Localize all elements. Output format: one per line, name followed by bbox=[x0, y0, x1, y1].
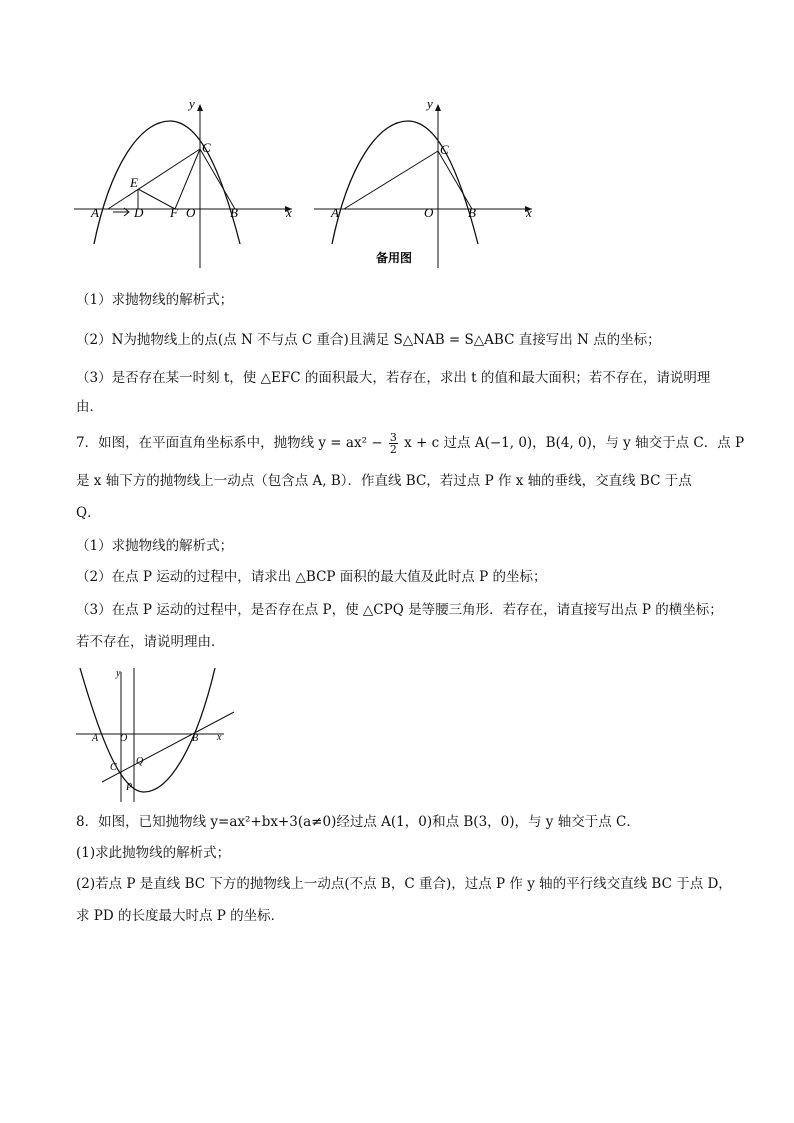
q8-stem: 8．如图，已知抛物线 y=ax²+bx+3(a≠0)经过点 A(1，0)和点 B(3，0)，与 y 轴交于点 C． bbox=[76, 814, 640, 830]
label-C: C bbox=[440, 142, 449, 157]
label-O: O bbox=[424, 205, 434, 220]
q7-part3: （3）在点 P 运动的过程中，是否存在点 P，使 △CPQ 是等腰三角形．若存在，请直接写出点 P 的横坐标； bbox=[76, 602, 723, 618]
parabola-curve bbox=[94, 121, 240, 244]
label-A: A bbox=[92, 733, 99, 744]
label-y: y bbox=[189, 96, 195, 111]
fraction-numerator: 3 bbox=[389, 431, 397, 444]
label-Q: Q bbox=[136, 756, 144, 767]
segment-AC bbox=[344, 151, 438, 209]
label-E: E bbox=[130, 175, 138, 190]
q6-part3: （3）是否存在某一时刻 t，使 △EFC 的面积最大，若存在，求出 t 的值和最大面积；若不存在，请说明理 bbox=[76, 370, 711, 386]
segment-AC bbox=[108, 149, 200, 209]
label-A: A bbox=[331, 205, 339, 220]
segment-CB bbox=[438, 151, 472, 209]
label-B: B bbox=[192, 733, 199, 744]
label-x: x bbox=[217, 732, 222, 743]
q7-part2: （2）在点 P 运动的过程中，请求出 △BCP 面积的最大值及此时点 P 的坐标； bbox=[76, 569, 547, 585]
fraction-denominator: 2 bbox=[389, 443, 397, 456]
segment-CB bbox=[200, 149, 235, 209]
q7-stem bbox=[76, 432, 744, 455]
q7-part3-cont: 若不存在，请说明理由． bbox=[76, 634, 225, 650]
label-x: x bbox=[286, 205, 292, 220]
q6-part1: （1）求抛物线的解析式； bbox=[76, 292, 234, 308]
line-BC bbox=[102, 712, 234, 782]
q8-part1: (1)求此抛物线的解析式； bbox=[76, 845, 231, 861]
figure-caption: 备用图 bbox=[376, 251, 413, 265]
q8-part2: (2)若点 P 是直线 BC 下方的抛物线上一动点(不点 B，C 重合)，过点 P 作 y 轴的平行线交直线 BC 于点 D， bbox=[76, 876, 732, 892]
label-x: x bbox=[526, 205, 532, 220]
label-O: O bbox=[186, 205, 196, 220]
q7-fraction bbox=[389, 432, 398, 455]
q7-stem-line2: 是 x 轴下方的抛物线上一动点（包含点 A, B）．作直线 BC，若过点 P 作 x 轴的垂线，交直线 BC 于点 bbox=[76, 473, 692, 489]
y-axis-arrow bbox=[197, 104, 203, 111]
label-A: A bbox=[91, 205, 99, 220]
label-F: F bbox=[170, 205, 178, 220]
label-C: C bbox=[110, 762, 117, 773]
label-D: D bbox=[134, 205, 144, 220]
q6-part3-cont: 由． bbox=[76, 399, 103, 415]
segment-FC bbox=[175, 149, 200, 209]
q7-stem-pre: 7．如图，在平面直角坐标系中，抛物线 y = ax² − bbox=[76, 435, 383, 451]
label-C: C bbox=[202, 140, 211, 155]
q7-part1: （1）求抛物线的解析式； bbox=[76, 538, 234, 554]
label-y: y bbox=[116, 668, 121, 679]
q8-part2-cont: 求 PD 的长度最大时点 P 的坐标． bbox=[76, 908, 285, 924]
label-y: y bbox=[427, 96, 433, 111]
y-axis-arrow bbox=[435, 104, 441, 111]
figure-backup-diagram bbox=[310, 96, 540, 272]
figure-q7-diagram bbox=[72, 664, 238, 806]
label-O: O bbox=[120, 733, 128, 744]
parabola-curve bbox=[80, 668, 215, 792]
label-B: B bbox=[468, 205, 476, 220]
figure-moving-point-diagram bbox=[70, 96, 300, 272]
label-P: P bbox=[126, 782, 133, 793]
label-B: B bbox=[230, 205, 238, 220]
q7-stem-line3: Q． bbox=[76, 505, 101, 521]
q6-part2: （2）N为抛物线上的点(点 N 不与点 C 重合)且满足 S△NAB = S△ABC 直接写出 N 点的坐标； bbox=[76, 332, 661, 348]
q7-stem-post: x + c 过点 A(−1, 0)，B(4, 0)，与 y 轴交于点 C．点 P bbox=[404, 435, 745, 451]
